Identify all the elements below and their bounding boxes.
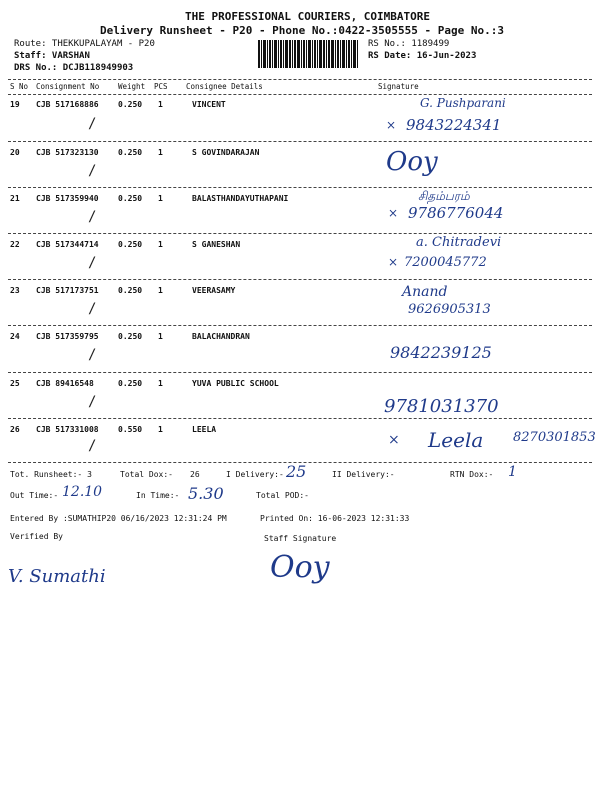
row-pcs: 1 [158,379,163,388]
row-weight: 0.250 [118,379,143,388]
row-weight: 0.250 [118,332,143,341]
cross-mark: × [388,206,399,220]
row-sno: 24 [10,332,20,341]
route-label: Route: THEKKUPALAYAM - P20 [14,39,155,49]
divider [8,79,592,80]
tick-mark: / [88,347,97,363]
in-time-label: In Time:- [136,491,180,500]
divider [8,279,592,280]
row-pcs: 1 [158,332,163,341]
row-consignee: S GANESHAN [192,240,241,249]
cross-mark: × [386,118,397,132]
row-consignment: CJB 517344714 [36,240,99,249]
row-consignment: CJB 517331008 [36,425,99,434]
signature-phone: 9843224341 [406,116,502,134]
company-name: THE PROFESSIONAL COURIERS, COIMBATORE [185,10,431,23]
row-weight: 0.250 [118,240,143,249]
row-consignee: LEELA [192,425,217,434]
signature-name: Anand [402,284,448,300]
tot-runsheet: Tot. Runsheet:- 3 [10,470,92,479]
row-consignee: S GOVINDARAJAN [192,148,260,157]
tick-mark: / [88,209,97,225]
signature-phone: 8270301853 [513,430,596,445]
signature-name: a. Chitradevi [416,235,502,250]
row-weight: 0.250 [118,194,143,203]
i-delivery-label: I Delivery:- [226,470,284,479]
tick-mark: / [88,301,97,317]
row-consignee: YUVA PUBLIC SCHOOL [192,379,279,388]
row-sno: 21 [10,194,20,203]
col-sno: S No [10,82,29,91]
runsheet-title: Delivery Runsheet - P20 - Phone No.:0422-3505555 - Page No.:3 [100,24,504,37]
signature-name: G. Pushparani [420,96,506,110]
printed-on: Printed On: 16-06-2023 12:31:33 [260,514,410,523]
rs-number: RS No.: 1189499 [368,39,450,49]
divider [8,418,592,419]
signature-name: சிதம்பரம் [418,189,470,203]
cross-mark: × [388,432,400,448]
tick-mark: / [88,394,97,410]
signature-phone: 7200045772 [404,255,487,270]
row-sno: 26 [10,425,20,434]
row-consignment: CJB 517359940 [36,194,99,203]
signature-phone: 9626905313 [408,302,491,317]
verified-signature: V. Sumathi [8,566,106,587]
row-sno: 19 [10,100,20,109]
col-consignment: Consignment No [36,82,100,91]
row-sno: 23 [10,286,20,295]
rtn-dox-label: RTN Dox:- [450,470,494,479]
row-sno: 25 [10,379,20,388]
staff-signature: Ooy [270,550,330,585]
row-pcs: 1 [158,240,163,249]
row-consignment: CJB 89416548 [36,379,94,388]
tick-mark: / [88,116,97,132]
row-consignee: BALASTHANDAYUTHAPANI [192,194,289,203]
divider [8,187,592,188]
row-pcs: 1 [158,425,163,434]
table-header [8,82,592,94]
col-pcs: PCS [154,82,168,91]
row-consignment: CJB 517359795 [36,332,99,341]
total-pod-label: Total POD:- [256,491,309,500]
tick-mark: / [88,438,97,454]
total-dox-label: Total Dox:- [120,470,173,479]
staff-label: Staff: VARSHAN [14,51,90,61]
row-weight: 0.250 [118,148,143,157]
rtn-dox-value: 1 [508,464,517,480]
rs-date: RS Date: 16-Jun-2023 [368,51,477,61]
table-row [8,189,592,233]
row-consignee: BALACHANDRAN [192,332,250,341]
table-row [8,281,592,325]
signature-phone: 9842239125 [390,343,492,362]
tick-mark: / [88,163,97,179]
row-consignment: CJB 517173751 [36,286,99,295]
table-row [8,143,592,187]
divider [8,233,592,234]
row-pcs: 1 [158,194,163,203]
signature-name: Ooy [386,147,438,177]
row-weight: 0.250 [118,286,143,295]
row-weight: 0.550 [118,425,143,434]
row-consignment: CJB 517323130 [36,148,99,157]
divider [8,372,592,373]
row-sno: 20 [10,148,20,157]
total-dox-value: 26 [190,470,200,479]
signature-name: Leela [428,428,484,452]
i-delivery-value: 25 [286,462,307,481]
row-sno: 22 [10,240,20,249]
row-pcs: 1 [158,286,163,295]
table-row [8,374,592,418]
drs-number: DRS No.: DCJB118949903 [14,63,134,73]
cross-mark: × [388,255,399,269]
table-row [8,96,592,142]
signature-phone: 9786776044 [408,204,504,222]
row-consignee: VINCENT [192,100,226,109]
table-row [8,235,592,279]
row-consignee: VEERASAMY [192,286,236,295]
staff-signature-label: Staff Signature [264,534,337,543]
barcode [258,40,358,68]
tick-mark: / [88,255,97,271]
row-pcs: 1 [158,100,163,109]
col-weight: Weight [118,82,146,91]
out-time-label: Out Time:- [10,491,59,500]
verified-by-label: Verified By [10,532,63,541]
entered-by: Entered By :SUMATHIP20 06/16/2023 12:31:24 PM [10,514,227,523]
row-pcs: 1 [158,148,163,157]
in-time-value: 5.30 [188,484,224,503]
divider [8,325,592,326]
divider [8,94,592,95]
divider [8,141,592,142]
table-row [8,327,592,371]
table-row [8,420,596,462]
row-weight: 0.250 [118,100,143,109]
signature-phone: 9781031370 [384,396,499,417]
row-consignment: CJB 517168886 [36,100,99,109]
col-consignee: Consignee Details [186,82,263,91]
col-signature: Signature [378,82,419,91]
out-time-value: 12.10 [62,484,103,500]
ii-delivery-label: II Delivery:- [332,470,395,479]
